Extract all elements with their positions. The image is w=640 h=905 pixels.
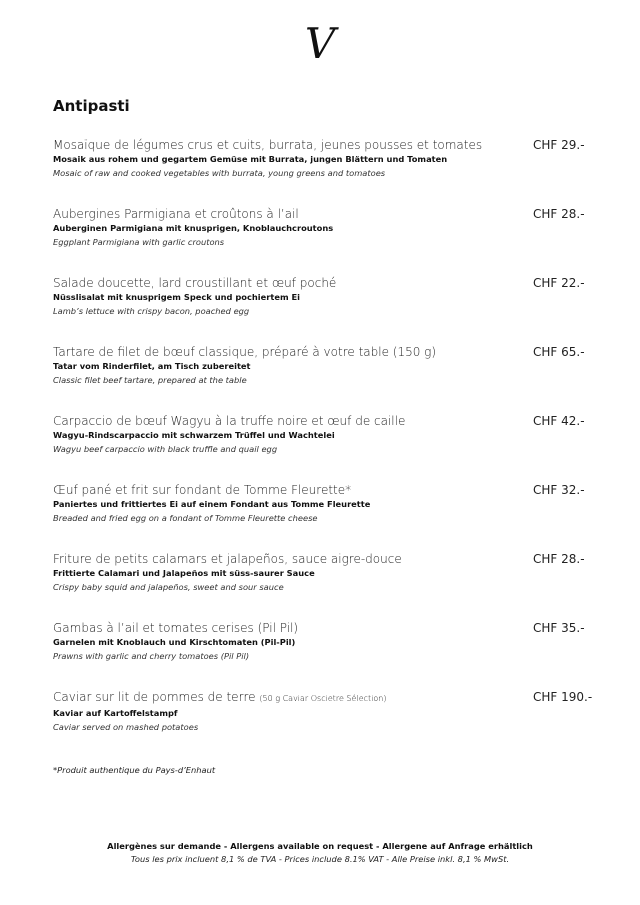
dish-name-fr: Aubergines Parmigiana et croûtons à l’ail bbox=[53, 207, 299, 221]
dish-price: CHF 28.- bbox=[533, 552, 585, 566]
dish-name-fr: Gambas à l’ail et tomates cerises (Pil Pil) bbox=[53, 621, 299, 635]
dish-name-fr: Mosaïque de légumes crus et cuits, burrata, jeunes pousses et tomates bbox=[53, 138, 483, 152]
menu-item bbox=[53, 551, 598, 620]
dish-name-en: Prawns with garlic and cherry tomatoes (Pil Pil) bbox=[53, 651, 250, 661]
menu-item bbox=[53, 620, 598, 689]
restaurant-logo: V bbox=[304, 19, 336, 68]
dish-name-en: Wagyu beef carpaccio with black truffle and quail egg bbox=[53, 444, 278, 454]
dish-name-de: Frittierte Calamari und Jalapeños mit süss-saurer Sauce bbox=[53, 568, 315, 578]
dish-name-de: Paniertes und frittiertes Ei auf einem Fondant aus Tomme Fleurette bbox=[53, 499, 371, 509]
menu-list bbox=[53, 137, 598, 758]
dish-price: CHF 28.- bbox=[533, 207, 585, 221]
vat-note: Tous les prix incluent 8,1 % de TVA - Prices include 8.1% VAT - Alle Preise inkl. 8,1 % MwSt. bbox=[130, 854, 510, 864]
dish-name-en: Breaded and fried egg on a fondant of Tomme Fleurette cheese bbox=[53, 513, 318, 523]
menu-item bbox=[53, 344, 598, 413]
section-title: Antipasti bbox=[53, 97, 130, 115]
dish-name-fr: Friture de petits calamars et jalapeños, sauce aigre-douce bbox=[53, 552, 402, 566]
dish-price: CHF 22.- bbox=[533, 276, 585, 290]
dish-price: CHF 35.- bbox=[533, 621, 585, 635]
allergens-note: Allergènes sur demande - Allergens available on request - Allergene auf Anfrage erhältlich bbox=[107, 841, 533, 851]
menu-item bbox=[53, 689, 598, 758]
dish-name-en: Crispy baby squid and jalapeños, sweet and sour sauce bbox=[53, 582, 284, 592]
footnote: *Produit authentique du Pays-d’Enhaut bbox=[53, 765, 216, 775]
dish-name-fr: Œuf pané et frit sur fondant de Tomme Fleurette* bbox=[53, 483, 352, 497]
dish-name-en: Lamb’s lettuce with crispy bacon, poached egg bbox=[53, 306, 250, 316]
menu-item bbox=[53, 413, 598, 482]
dish-price: CHF 42.- bbox=[533, 414, 585, 428]
dish-name-de: Wagyu-Rindscarpaccio mit schwarzem Trüffel und Wachtelei bbox=[53, 430, 335, 440]
dish-name-de: Tatar vom Rinderfilet, am Tisch zubereitet bbox=[53, 361, 251, 371]
dish-name-en: Eggplant Parmigiana with garlic croutons bbox=[53, 237, 225, 247]
dish-name-fr: Carpaccio de bœuf Wagyu à la truffe noire et œuf de caille bbox=[53, 414, 406, 428]
dish-name-fr: Salade doucette, lard croustillant et œuf poché bbox=[53, 276, 337, 290]
dish-name-de: Nüsslisalat mit knusprigem Speck und pochiertem Ei bbox=[53, 292, 301, 302]
dish-name-en: Classic filet beef tartare, prepared at the table bbox=[53, 375, 247, 385]
menu-item bbox=[53, 482, 598, 551]
dish-name-fr: Tartare de filet de bœuf classique, préparé à votre table (150 g) bbox=[53, 345, 437, 359]
dish-name-de: Auberginen Parmigiana mit knusprigen, Knoblauchcroutons bbox=[53, 223, 334, 233]
dish-price: CHF 65.- bbox=[533, 345, 585, 359]
dish-detail-note: (50 g Caviar Oscietre Sélection) bbox=[259, 694, 387, 703]
menu-item bbox=[53, 206, 598, 275]
dish-name-de: Kaviar auf Kartoffelstampf bbox=[53, 708, 178, 718]
menu-item bbox=[53, 137, 598, 206]
menu-item bbox=[53, 275, 598, 344]
dish-price: CHF 32.- bbox=[533, 483, 585, 497]
page-footer bbox=[0, 840, 640, 866]
dish-name-fr: Caviar sur lit de pommes de terre (50 g Caviar Oscietre Sélection) bbox=[53, 690, 387, 704]
dish-name-de: Garnelen mit Knoblauch und Kirschtomaten (Pil-Pil) bbox=[53, 637, 296, 647]
dish-name-de: Mosaik aus rohem und gegartem Gemüse mit Burrata, jungen Blättern und Tomaten bbox=[53, 154, 448, 164]
dish-name-en: Mosaic of raw and cooked vegetables with burrata, young greens and tomatoes bbox=[53, 168, 386, 178]
dish-price: CHF 190.- bbox=[533, 690, 593, 704]
dish-price: CHF 29.- bbox=[533, 138, 585, 152]
dish-name-en: Caviar served on mashed potatoes bbox=[53, 722, 199, 732]
